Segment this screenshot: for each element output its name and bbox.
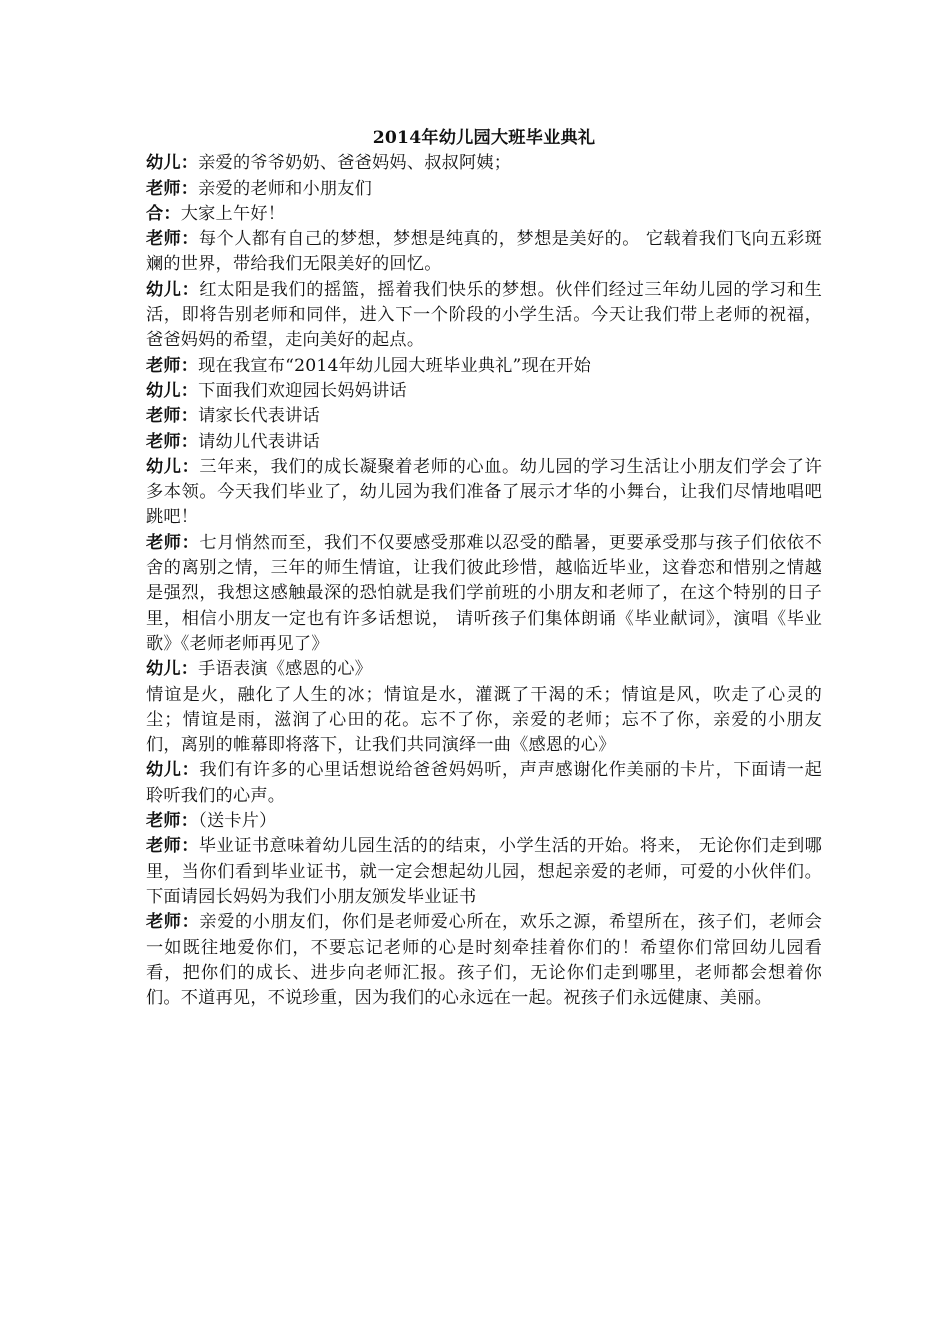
speaker-label: 老师： xyxy=(146,406,199,427)
script-paragraph xyxy=(146,354,822,379)
paragraph-text: 现在我宣布“2014年幼儿园大班毕业典礼”现在开始 xyxy=(198,355,592,376)
speaker-label: 老师： xyxy=(146,355,199,376)
script-paragraph xyxy=(146,455,822,531)
document-body xyxy=(146,151,822,1011)
speaker-label: 幼儿： xyxy=(146,153,199,174)
speaker-label: 老师： xyxy=(146,811,199,832)
paragraph-text: 亲爱的爷爷奶奶、爸爸妈妈、叔叔阿姨； xyxy=(198,153,512,174)
script-paragraph xyxy=(146,531,822,657)
script-paragraph xyxy=(146,657,822,682)
script-paragraph xyxy=(146,683,822,759)
document-title: 2014年幼儿园大班毕业典礼 xyxy=(372,128,596,148)
paragraph-text: 情谊是火，融化了人生的冰；情谊是水，灌溉了干渴的禾；情谊是风，吹走了心灵的尘；情谊是雨，滋润了心田的花。忘不了你，亲爱的老师；忘不了你，亲爱的小朋友们，离别的帷幕即将落下，让我们共同演绎一曲《感恩的心》 xyxy=(146,684,822,756)
paragraph-text: 请幼儿代表讲话 xyxy=(198,431,320,452)
speaker-label: 幼儿： xyxy=(146,760,200,781)
speaker-label: 老师： xyxy=(146,532,200,553)
document-page xyxy=(146,126,822,1011)
script-paragraph xyxy=(146,202,822,227)
script-paragraph xyxy=(146,758,822,809)
speaker-label: 幼儿： xyxy=(146,380,199,401)
speaker-label: 老师： xyxy=(146,912,200,933)
paragraph-text: （送卡片） xyxy=(198,811,277,832)
paragraph-text: 手语表演《感恩的心》 xyxy=(198,659,373,680)
speaker-label: 幼儿： xyxy=(146,456,200,477)
script-paragraph xyxy=(146,404,822,429)
paragraph-text: 毕业证书意味着幼儿园生活的的结束，小学生活的开始。将来， 无论你们走到哪里，当你们看到毕业证书，就一定会想起幼儿园，想起亲爱的老师，可爱的小伙伴们。下面请园长妈妈为我们小朋友颁发毕业证书 xyxy=(146,836,822,907)
script-paragraph xyxy=(146,177,822,202)
script-paragraph xyxy=(146,151,822,176)
paragraph-text: 请家长代表讲话 xyxy=(198,406,320,427)
paragraph-text: 每个人都有自己的梦想，梦想是纯真的，梦想是美好的。 它载着我们飞向五彩斑斓的世界，带给我们无限美好的回忆。 xyxy=(146,229,822,275)
speaker-label: 老师： xyxy=(146,836,199,857)
speaker-label: 老师： xyxy=(146,229,199,250)
speaker-label: 老师： xyxy=(146,178,199,199)
script-paragraph xyxy=(146,834,822,910)
speaker-label: 幼儿： xyxy=(146,659,199,680)
speaker-label: 合： xyxy=(146,203,181,224)
script-paragraph xyxy=(146,227,822,278)
script-paragraph xyxy=(146,910,822,1011)
paragraph-text: 三年来，我们的成长凝聚着老师的心血。幼儿园的学习生活让小朋友们学会了许多本领。今天我们毕业了，幼儿园为我们准备了展示才华的小舞台，让我们尽情地唱吧跳吧！ xyxy=(146,456,822,528)
paragraph-text: 亲爱的小朋友们，你们是老师爱心所在，欢乐之源，希望所在，孩子们，老师会一如既往地爱你们，不要忘记老师的心是时刻牵挂着你们的！希望你们常回幼儿园看看，把你们的成长、进步向老师汇报。孩子们，无论你们走到哪里，老师都会想着你们。不道再见，不说珍重，因为我们的心永远在一起。祝孩子们永远健康、美丽。 xyxy=(146,912,822,1009)
paragraph-text: 下面我们欢迎园长妈妈讲话 xyxy=(198,380,407,401)
speaker-label: 幼儿： xyxy=(146,279,200,300)
paragraph-text: 大家上午好！ xyxy=(180,203,286,224)
paragraph-text: 我们有许多的心里话想说给爸爸妈妈听，声声感谢化作美丽的卡片，下面请一起聆听我们的心声。 xyxy=(146,760,822,806)
script-paragraph xyxy=(146,809,822,834)
speaker-label: 老师： xyxy=(146,431,199,452)
paragraph-text: 红太阳是我们的摇篮，摇着我们快乐的梦想。伙伴们经过三年幼儿园的学习和生活，即将告别老师和同伴，进入下一个阶段的小学生活。今天让我们带上老师的祝福，爸爸妈妈的希望，走向美好的起点。 xyxy=(146,279,822,351)
script-paragraph xyxy=(146,379,822,404)
paragraph-text: 七月悄然而至，我们不仅要感受那难以忍受的酷暑，更要承受那与孩子们依依不舍的离别之情，三年的师生情谊，让我们彼此珍惜，越临近毕业，这眷恋和惜别之情越是强烈，我想这感触最深的恐怕就是我们学前班的小朋友和老师了，在这个特别的日子里，相信小朋友一定也有许多话想说， 请听孩子们集体朗诵《毕业献词》，演唱《毕业歌》《老师老师再见了》 xyxy=(146,532,822,654)
script-paragraph xyxy=(146,430,822,455)
paragraph-text: 亲爱的老师和小朋友们 xyxy=(198,178,373,199)
script-paragraph xyxy=(146,278,822,354)
